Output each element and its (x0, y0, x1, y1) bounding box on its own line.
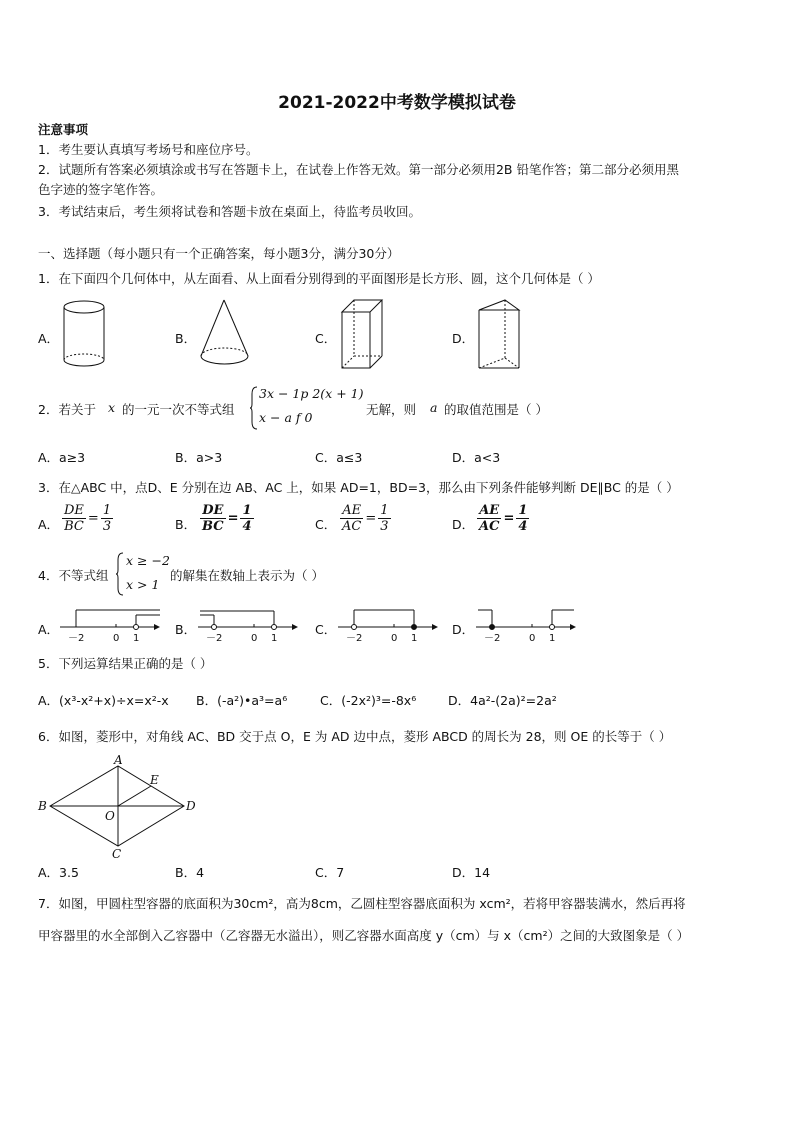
question-6-stem: 6．如图，菱形中，对角线 AC、BD 交于点 O，E 为 AD 边中点，菱形 ABCD 的周长为 28，则 OE 的长等于（ ） (38, 729, 672, 744)
option-label: D． (452, 622, 475, 637)
option-fraction: $\frac{DE}{BC}$ = $\frac{1}{4}$ (202, 503, 252, 534)
question-7-stem: 7．如图，甲圆柱型容器的底面积为30cm²，高为8cm，乙圆柱型容器底面积为 xcm²，若将甲容器装满水，然后再将 (38, 896, 686, 911)
option: B．(-a²)•a³=a⁶ (196, 693, 288, 708)
svg-text:1: 1 (411, 633, 418, 644)
svg-text:0: 0 (113, 633, 120, 644)
cone-figure (198, 298, 254, 370)
svg-text:A: A (114, 753, 123, 767)
svg-text:D: D (186, 799, 196, 813)
option-label: C． (315, 517, 337, 532)
system-brace (250, 386, 258, 430)
system-brace (116, 552, 124, 596)
notice-item: 3．考试结束后，考生须将试卷和答题卡放在桌面上，待监考员收回。 (38, 204, 421, 219)
svg-text:0: 0 (529, 633, 536, 644)
question-2-stem-part: 无解，则 (366, 402, 417, 417)
number-line-d (476, 605, 576, 645)
option: D．14 (452, 865, 491, 880)
option-label: B． (175, 331, 197, 346)
question-3-stem: 3．在△ABC 中，点D、E 分别在边 AB、AC 上，如果 AD=1，BD=3，那么由下列条件能够判断 DE∥BC 的是（ ） (38, 480, 679, 495)
system-line-2: x > 1 (126, 577, 160, 592)
question-2-stem-part: 2．若关于 (38, 402, 96, 417)
option: B．4 (175, 865, 205, 880)
question-4-stem-part: 的解集在数轴上表示为（ ） (170, 568, 324, 583)
question-1-stem: 1．在下面四个几何体中，从左面看、从上面看分别得到的平面图形是长方形、圆，这个几何体是（ ） (38, 271, 600, 286)
section-heading: 一、选择题（每小题只有一个正确答案，每小题3分，满分30分） (38, 246, 400, 261)
variable-x: x (108, 400, 116, 415)
svg-text:0: 0 (251, 633, 258, 644)
option-label: A． (38, 331, 60, 346)
option-label: C． (315, 622, 337, 637)
system-line-1: x ≥ −2 (126, 553, 170, 568)
number-line-c (338, 605, 438, 645)
option: C．7 (315, 865, 345, 880)
option-fraction: $\frac{AE}{AC}$ = $\frac{1}{3}$ (342, 503, 389, 534)
option-fraction: $\frac{DE}{BC}$ = $\frac{1}{3}$ (64, 503, 112, 534)
page-title: 2021-2022中考数学模拟试卷 (278, 93, 516, 113)
notice-heading: 注意事项 (38, 122, 89, 137)
option-fraction: $\frac{AE}{AC}$ = $\frac{1}{4}$ (479, 503, 528, 534)
option: D．a<3 (452, 450, 501, 465)
variable-a: a (430, 400, 438, 415)
system-line-1: 3x − 1p 2(x + 1) (259, 386, 364, 401)
option-label: A． (38, 622, 60, 637)
svg-text:－2: －2 (484, 633, 501, 644)
number-line-a (60, 605, 160, 645)
option: C．a≤3 (315, 450, 363, 465)
option-label: C． (315, 331, 337, 346)
svg-text:E: E (150, 773, 159, 787)
system-line-2: x − a f 0 (259, 410, 313, 425)
question-4-stem-part: 4．不等式组 (38, 568, 109, 583)
number-line-b (198, 605, 298, 645)
svg-text:1: 1 (271, 633, 278, 644)
svg-text:1: 1 (549, 633, 556, 644)
svg-text:－2: －2 (68, 633, 85, 644)
svg-text:－2: －2 (206, 633, 223, 644)
svg-text:O: O (105, 809, 115, 823)
option: A．3.5 (38, 865, 79, 880)
option-label: A． (38, 517, 60, 532)
svg-text:0: 0 (391, 633, 398, 644)
notice-item: 1．考生要认真填写考场号和座位序号。 (38, 142, 259, 157)
option-label: D． (452, 331, 475, 346)
notice-item: 色字迹的签字笔作答。 (38, 182, 164, 197)
svg-text:1: 1 (133, 633, 140, 644)
triangular-prism-figure (475, 298, 525, 370)
question-5-stem: 5．下列运算结果正确的是（ ） (38, 656, 213, 671)
prism-figure (338, 298, 388, 370)
option: A．(x³-x²+x)÷x=x²-x (38, 693, 169, 708)
option: A．a≥3 (38, 450, 86, 465)
svg-text:B: B (38, 799, 47, 813)
option: B．a>3 (175, 450, 223, 465)
svg-text:C: C (112, 847, 122, 861)
question-2-stem-part: 的一元一次不等式组 (122, 402, 235, 417)
cylinder-figure (60, 298, 110, 370)
option: C．(-2x²)³=-8x⁶ (320, 693, 417, 708)
rhombus-figure (36, 753, 206, 861)
svg-text:－2: －2 (346, 633, 363, 644)
option-label: B． (175, 517, 197, 532)
option: D．4a²-(2a)²=2a² (448, 693, 557, 708)
option-label: D． (452, 517, 475, 532)
question-2-stem-part: 的取值范围是（ ） (444, 402, 548, 417)
question-7-stem: 甲容器里的水全部倒入乙容器中（乙容器无水溢出），则乙容器水面高度 y（cm）与 x（cm²）之间的大致图象是（ ） (38, 928, 690, 943)
notice-item: 2．试题所有答案必须填涂或书写在答题卡上，在试卷上作答无效。第一部分必须用2B 铅笔作答；第二部分必须用黑 (38, 162, 679, 177)
option-label: B． (175, 622, 197, 637)
